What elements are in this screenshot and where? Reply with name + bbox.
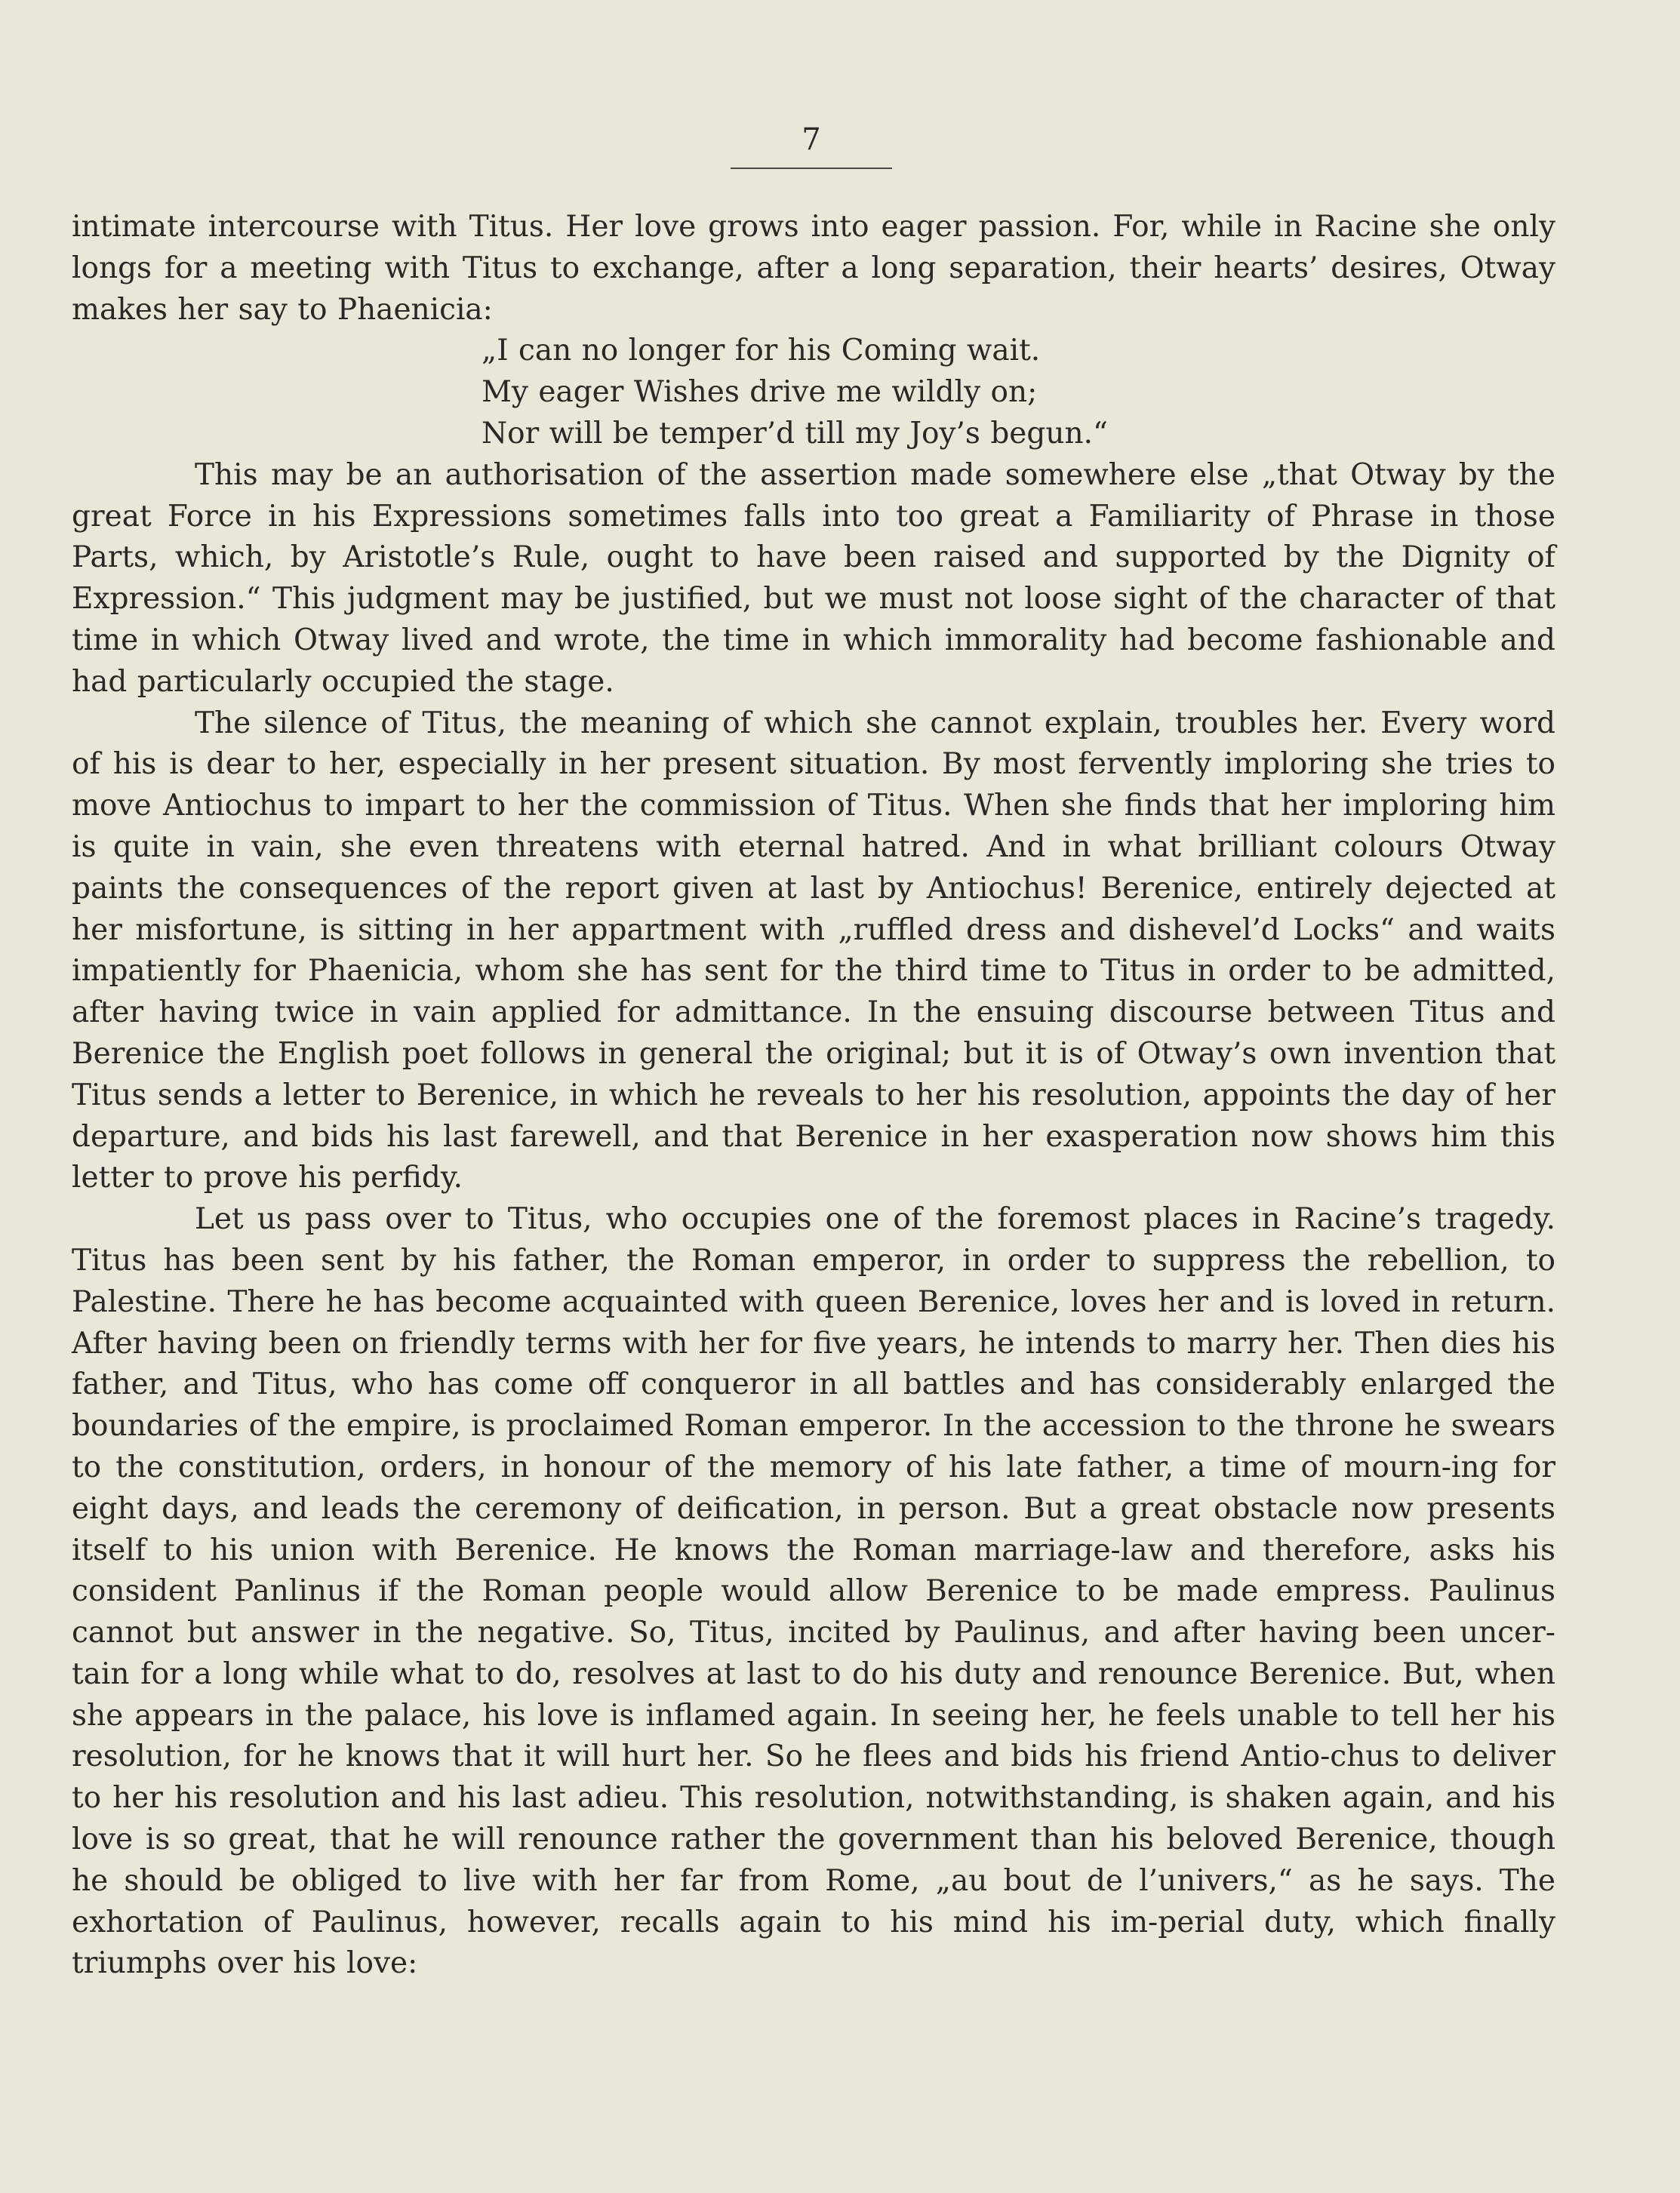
paragraph-4: Let us pass over to Titus, who occupies one of the foremost places in Racine’s tragedy. Titus has been sent by his father, the Roman emperor, in order to suppress the rebellion, to Palestine. There he has become acquainted with queen Berenice, loves her and is loved in return. After having been on friendly terms with her for five years, he intends to marry her. Then dies his father, and Titus, who has come off conqueror in all battles and has considerably enlarged the boundaries of the empire, is proclaimed Roman emperor. In the accession to the throne he swears to the constitution, orders, in honour of the memory of his late father, a time of mourn-ing for eight days, and leads the ceremony of deification, in person. But a great obstacle now presents itself to his union with Berenice. He knows the Roman marriage-law and therefore, asks his consident Panlinus if the Roman people would allow Berenice to be made empress. Paulinus cannot but answer in the negative. So, Titus, incited by Paulinus, and after having been uncer-tain for a long while what to do, resolves at last to do his duty and renounce Berenice. But, when she appears in the palace, his love is inflamed again. In seeing her, he feels unable to tell her his resolution, for he knows that it will hurt her. So he flees and bids his friend Antio-chus to deliver to her his resolution and his last adieu. This resolution, notwithstanding, is shaken again, and his love is so great, that he will renounce rather the government than his beloved Berenice, though he should be obliged to live with her far from Rome, „au bout de l’univers,“ as he says. The exhortation of Paulinus, however, recalls again to his mind his im-perial duty, which finally triumphs over his love:: [72, 1202, 1555, 1981]
paragraph-1: intimate intercourse with Titus. Her love grows into eager passion. For, while in Racine she only longs for a meeting with Titus to exchange, after a long separation, their hearts’ desires, Otway makes her say to Phaenicia:: [72, 210, 1555, 327]
paragraph-2: This may be an authorisation of the assertion made somewhere else „that Otway by the great Force in his Expressions sometimes falls into too great a Familiarity of Phrase in those Parts, which, by Aristotle’s Rule, ought to have been raised and supported by the Dignity of Expression.“ This judgment may be justified, but we must not loose sight of the character of that time in which Otway lived and wrote, the time in which immorality had become fashionable and had particularly occupied the stage.: [72, 457, 1555, 699]
verse-line-2: My eager Wishes drive me wildly on;: [482, 375, 1038, 410]
body-text: [72, 207, 1555, 1985]
page-number-rule: [731, 168, 892, 169]
verse-line-1: „I can no longer for his Coming wait.: [482, 334, 1041, 368]
verse-line-3: Nor will be temper’d till my Joy’s begun.“: [482, 416, 1108, 451]
verse-quote: [72, 331, 1555, 454]
page-number: 7: [802, 122, 821, 157]
paragraph-3: The silence of Titus, the meaning of which she cannot explain, troubles her. Every word of his is dear to her, especially in her present situation. By most fervently imploring she tries to move Antiochus to impart to her the commission of Titus. When she finds that her imploring him is quite in vain, she even threatens with eternal hatred. And in what brilliant colours Otway paints the consequences of the report given at last by Antiochus! Berenice, entirely dejected at her misfortune, is sitting in her appartment with „ruffled dress and dishevel’d Locks“ and waits impatiently for Phaenicia, whom she has sent for the third time to Titus in order to be admitted, after having twice in vain applied for admittance. In the ensuing discourse between Titus and Berenice the English poet follows in general the original; but it is of Otway’s own invention that Titus sends a letter to Berenice, in which he reveals to her his resolution, appoints the day of her departure, and bids his last farewell, and that Berenice in her exasperation now shows him this letter to prove his perfidy.: [72, 706, 1555, 1195]
